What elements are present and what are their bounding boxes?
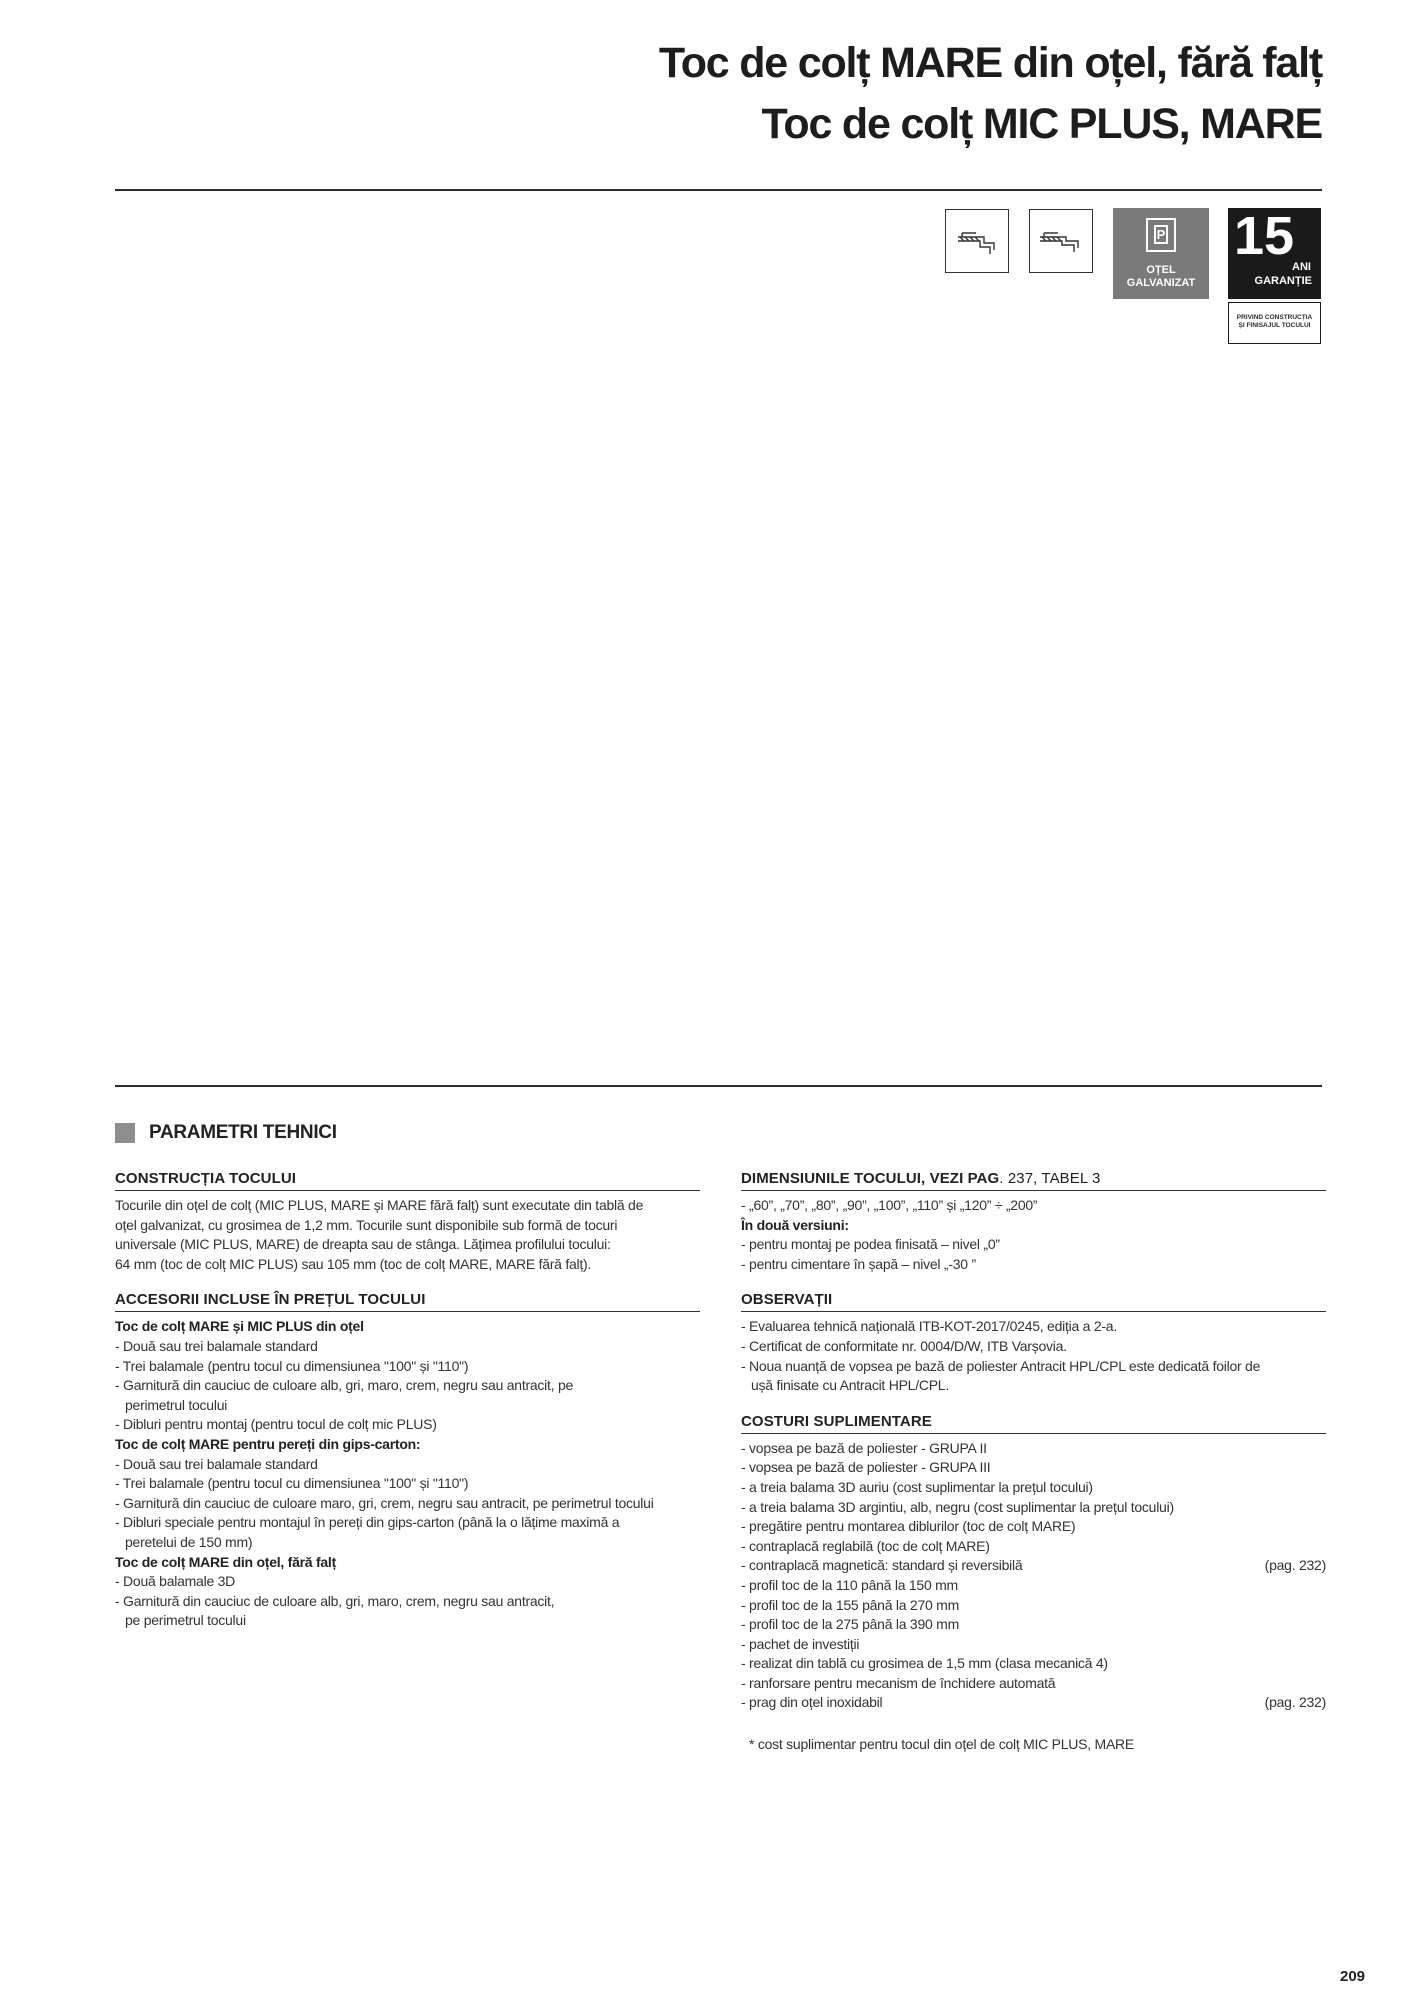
dimensions-version: - pentru cimentare în șapă – nivel „-30 ” [741, 1255, 976, 1272]
extra-cost-item [741, 1674, 1326, 1694]
accessories-item: - Două balamale 3D [115, 1573, 236, 1590]
accessories-heading: ACCESORII INCLUSE ÎN PREȚUL TOCULUI [115, 1291, 700, 1312]
extra-cost-item [741, 1654, 1326, 1674]
accessories-item: perimetrul tocului [125, 1396, 228, 1413]
construction-block [115, 1170, 700, 1274]
galvanized-steel-badge [1113, 208, 1209, 299]
extra-cost-text: - pregătire pentru montarea diblurilor (toc de colț MARE) [741, 1518, 1076, 1535]
observation-line: - Noua nuanță de vopsea pe bază de poliester Antracit HPL/CPL este dedicată foilor de [741, 1357, 1261, 1374]
extra-cost-item [741, 1635, 1326, 1655]
dimensions-heading-ref: . 237, TABEL 3 [999, 1170, 1101, 1187]
extra-cost-item [741, 1517, 1326, 1537]
extra-cost-page-ref: (pag. 232) [1264, 1557, 1326, 1574]
accessories-item: - Trei balamale (pentru tocul cu dimensiunea "100" și "110") [115, 1357, 469, 1374]
extra-cost-text: - a treia balama 3D auriu (cost suplimentar la prețul tocului) [741, 1478, 1093, 1495]
extra-cost-item [741, 1615, 1326, 1635]
left-column [115, 1170, 700, 1648]
door-frame-profile-icon [1030, 210, 1091, 271]
observations-block [741, 1291, 1326, 1395]
door-frame-profile-icon [946, 210, 1007, 271]
accessories-item: peretelui de 150 mm) [125, 1533, 253, 1550]
construction-line: universale (MIC PLUS, MARE) de dreapta sau de stânga. Lățimea profilului tocului: [115, 1236, 611, 1253]
observation-line: ușă finisate cu Antracit HPL/CPL. [751, 1377, 949, 1394]
warranty-note [1228, 302, 1321, 344]
extra-cost-text: - realizat din tablă cu grosimea de 1,5 mm (clasa mecanică 4) [741, 1655, 1108, 1672]
extra-cost-text: - prag din oțel inoxidabil [741, 1694, 883, 1711]
accessories-group-title: Toc de colț MARE din oțel, fără falț [115, 1553, 336, 1570]
dimensions-sizes: - „60”, „70”, „80”, „90”, „100”, „110” și „120” ÷ „200” [741, 1197, 1038, 1213]
extra-cost-text: - vopsea pe bază de poliester - GRUPA II [741, 1439, 987, 1456]
extra-cost-text: - profil toc de la 155 până la 270 mm [741, 1596, 959, 1613]
construction-line: oțel galvanizat, cu grosimea de 1,2 mm. Tocurile sunt disponibile sub formă de tocuri [115, 1216, 618, 1233]
extra-cost-text: - contraplacă magnetică: standard și reversibilă [741, 1557, 1023, 1574]
accessories-item: - Garnitură din cauciuc de culoare alb, gri, maro, crem, negru sau antracit, pe [115, 1377, 574, 1394]
galvanized-label-line-2: GALVANIZAT [1126, 277, 1196, 289]
extra-costs-footnote: * cost suplimentar pentru tocul din oțel de colț MIC PLUS, MARE [749, 1736, 1134, 1753]
dimensions-heading [741, 1170, 1326, 1191]
galvanized-label-line-1: OȚEL [1146, 264, 1176, 276]
extra-cost-page-ref: (pag. 232) [1264, 1694, 1326, 1711]
dimensions-versions-title: În două versiuni: [741, 1216, 849, 1233]
extra-cost-text: - vopsea pe bază de poliester - GRUPA III [741, 1459, 991, 1476]
warranty-note-line-1: PRIVIND CONSTRUCȚIA [1236, 314, 1313, 321]
accessories-group-title: Toc de colț MARE pentru pereți din gips-carton: [115, 1435, 421, 1452]
extra-cost-item [741, 1458, 1326, 1478]
extra-cost-item [741, 1693, 1326, 1713]
page-title-line-2: Toc de colț MIC PLUS, MARE [761, 100, 1322, 148]
section-square-icon [115, 1123, 135, 1143]
warranty-badge [1228, 208, 1321, 344]
accessories-item: - Garnitură din cauciuc de culoare maro, gri, crem, negru sau antracit, pe perimetrul tocului [115, 1494, 654, 1511]
extra-cost-item [741, 1576, 1326, 1596]
extra-cost-text: - profil toc de la 110 până la 150 mm [741, 1576, 958, 1593]
frame-profile-badge-1 [945, 209, 1009, 273]
title-divider [115, 189, 1322, 191]
galvanized-steel-icon: P [1146, 218, 1176, 252]
dimensions-block [741, 1170, 1326, 1274]
warranty-label: GARANȚIE [1254, 275, 1312, 287]
warranty-years: 15 [1234, 206, 1295, 266]
extra-costs-block [741, 1413, 1326, 1754]
observation-line: - Certificat de conformitate nr. 0004/D/W, ITB Varșovia. [741, 1337, 1067, 1354]
construction-heading: CONSTRUCȚIA TOCULUI [115, 1170, 700, 1191]
warranty-years-label: ANI [1292, 261, 1311, 273]
extra-cost-item [741, 1537, 1326, 1557]
accessories-group-title: Toc de colț MARE și MIC PLUS din oțel [115, 1318, 364, 1335]
section-title: PARAMETRI TEHNICI [149, 1122, 337, 1143]
accessories-item: - Dibluri pentru montaj (pentru tocul de colț mic PLUS) [115, 1416, 437, 1433]
accessories-item: - Dibluri speciale pentru montajul în pereți din gips-carton (până la o lățime maximă a [115, 1514, 620, 1531]
extra-cost-item [741, 1478, 1326, 1498]
extra-cost-text: - pachet de investiții [741, 1635, 860, 1652]
extra-cost-item [741, 1439, 1326, 1459]
right-column [741, 1170, 1326, 1754]
extra-cost-text: - profil toc de la 275 până la 390 mm [741, 1616, 959, 1633]
extra-cost-text: - a treia balama 3D argintiu, alb, negru (cost suplimentar la prețul tocului) [741, 1498, 1174, 1515]
frame-profile-badge-2 [1029, 209, 1093, 273]
extra-costs-list [741, 1439, 1326, 1713]
construction-line: 64 mm (toc de colț MIC PLUS) sau 105 mm (toc de colț MARE, MARE fără falț). [115, 1255, 592, 1272]
dimensions-heading-bold: DIMENSIUNILE TOCULUI, VEZI PAG [741, 1170, 1000, 1187]
extra-cost-item [741, 1556, 1326, 1576]
accessories-item: - Două sau trei balamale standard [115, 1337, 318, 1354]
warranty-note-line-2: ȘI FINISAJUL TOCULUI [1238, 322, 1311, 329]
extra-cost-text: - contraplacă reglabilă (toc de colț MARE) [741, 1537, 990, 1554]
accessories-item: - Garnitură din cauciuc de culoare alb, gri, maro, crem, negru sau antracit, [115, 1592, 555, 1609]
accessories-item: - Două sau trei balamale standard [115, 1455, 318, 1472]
construction-line: Tocurile din oțel de colț (MIC PLUS, MARE și MARE fără falț) sunt executate din tablă de [115, 1197, 644, 1213]
extra-cost-text: - ranforsare pentru mecanism de închidere automată [741, 1674, 1056, 1691]
extra-cost-item [741, 1498, 1326, 1518]
accessories-item: - Trei balamale (pentru tocul cu dimensiunea "100" și "110") [115, 1475, 469, 1492]
dimensions-version: - pentru montaj pe podea finisată – nivel „0” [741, 1236, 1000, 1253]
page-title-line-1: Toc de colț MARE din oțel, fără falț [658, 39, 1322, 87]
accessories-block [115, 1291, 700, 1631]
section-divider [115, 1085, 1322, 1087]
extra-costs-heading: COSTURI SUPLIMENTARE [741, 1413, 1326, 1434]
observation-line: - Evaluarea tehnică națională ITB-KOT-2017/0245, ediția a 2-a. [741, 1318, 1117, 1335]
observations-heading: OBSERVAȚII [741, 1291, 1326, 1312]
accessories-item: pe perimetrul tocului [125, 1612, 246, 1629]
extra-cost-item [741, 1596, 1326, 1616]
page-number: 209 [1340, 1968, 1366, 1985]
